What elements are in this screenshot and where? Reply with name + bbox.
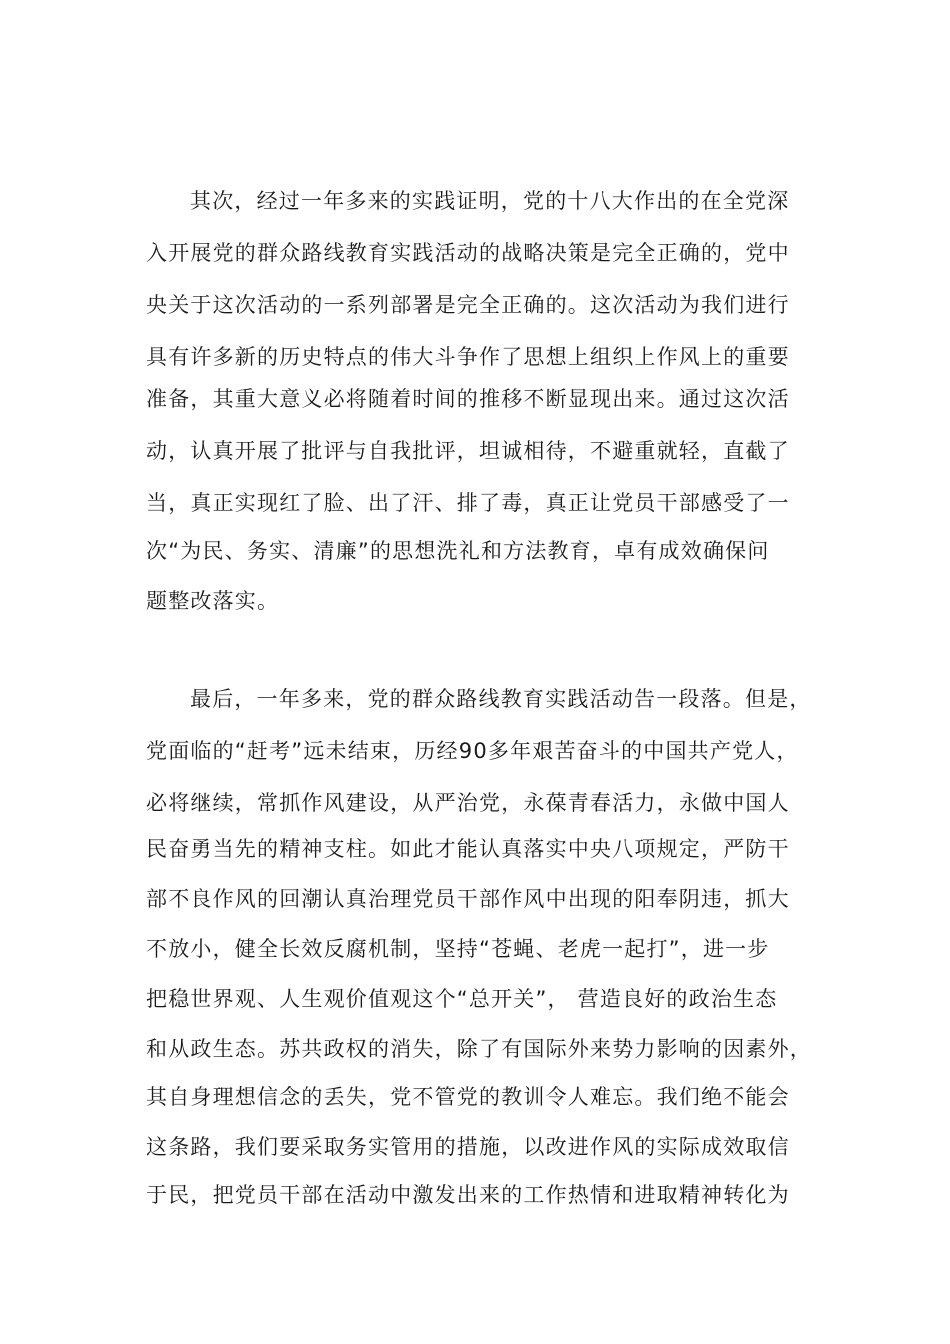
paragraph-line: 央关于这次活动的一系列部署是完全正确的。这次活动为我们进行 bbox=[146, 293, 790, 317]
paragraph-line: 具有许多新的历史特点的伟大斗争作了思想上组织上作风上的重要 bbox=[146, 345, 790, 369]
paragraph-line: 最后，一年多来，党的群众路线教育实践活动告一段落。但是， bbox=[190, 687, 812, 711]
paragraph-line: 民奋勇当先的精神支柱。如此才能认真落实中央八项规定，严防干 bbox=[146, 837, 790, 861]
paragraph-line: 党面临的“赶考”远未结束，历经90多年艰苦奋斗的中国共产党人， bbox=[146, 739, 799, 763]
paragraph-line: 这条路，我们要采取务实管用的措施，以改进作风的实际成效取信 bbox=[146, 1135, 790, 1159]
paragraph-line: 不放小，健全长效反腐机制，坚持“苍蝇、老虎一起打”，进一步 bbox=[146, 937, 770, 961]
paragraph-line: 入开展党的群众路线教育实践活动的战略决策是完全正确的，党中 bbox=[146, 241, 790, 265]
paragraph-line: 和从政生态。苏共政权的消失，除了有国际外来势力影响的因素外， bbox=[146, 1037, 812, 1061]
paragraph-line: 动，认真开展了批评与自我批评，坦诚相待，不避重就轻，直截了 bbox=[146, 439, 790, 463]
paragraph-line: 于民，把党员干部在活动中激发出来的工作热情和进取精神转化为 bbox=[146, 1183, 790, 1207]
paragraph-line: 题整改落实。 bbox=[146, 589, 280, 613]
paragraph-line: 其次，经过一年多来的实践证明，党的十八大作出的在全党深 bbox=[190, 189, 790, 213]
paragraph-line: 把稳世界观、人生观价值观这个“总开关”， 营造良好的政治生态 bbox=[146, 987, 778, 1011]
paragraph-line: 次“为民、务实、清廉”的思想洗礼和方法教育，卓有成效确保问 bbox=[146, 539, 770, 563]
paragraph-line: 部不良作风的回潮认真治理党员干部作风中出现的阳奉阴违，抓大 bbox=[146, 887, 790, 911]
paragraph-line: 必将继续，常抓作风建设，从严治党，永葆青春活力，永做中国人 bbox=[146, 791, 790, 815]
paragraph-line: 当，真正实现红了脸、出了汗、排了毒，真正让党员干部感受了一 bbox=[146, 491, 790, 515]
paragraph-line: 其自身理想信念的丢失，党不管党的教训令人难忘。我们绝不能会 bbox=[146, 1085, 790, 1109]
paragraph-line: 准备，其重大意义必将随着时间的推移不断显现出来。通过这次活 bbox=[146, 387, 790, 411]
